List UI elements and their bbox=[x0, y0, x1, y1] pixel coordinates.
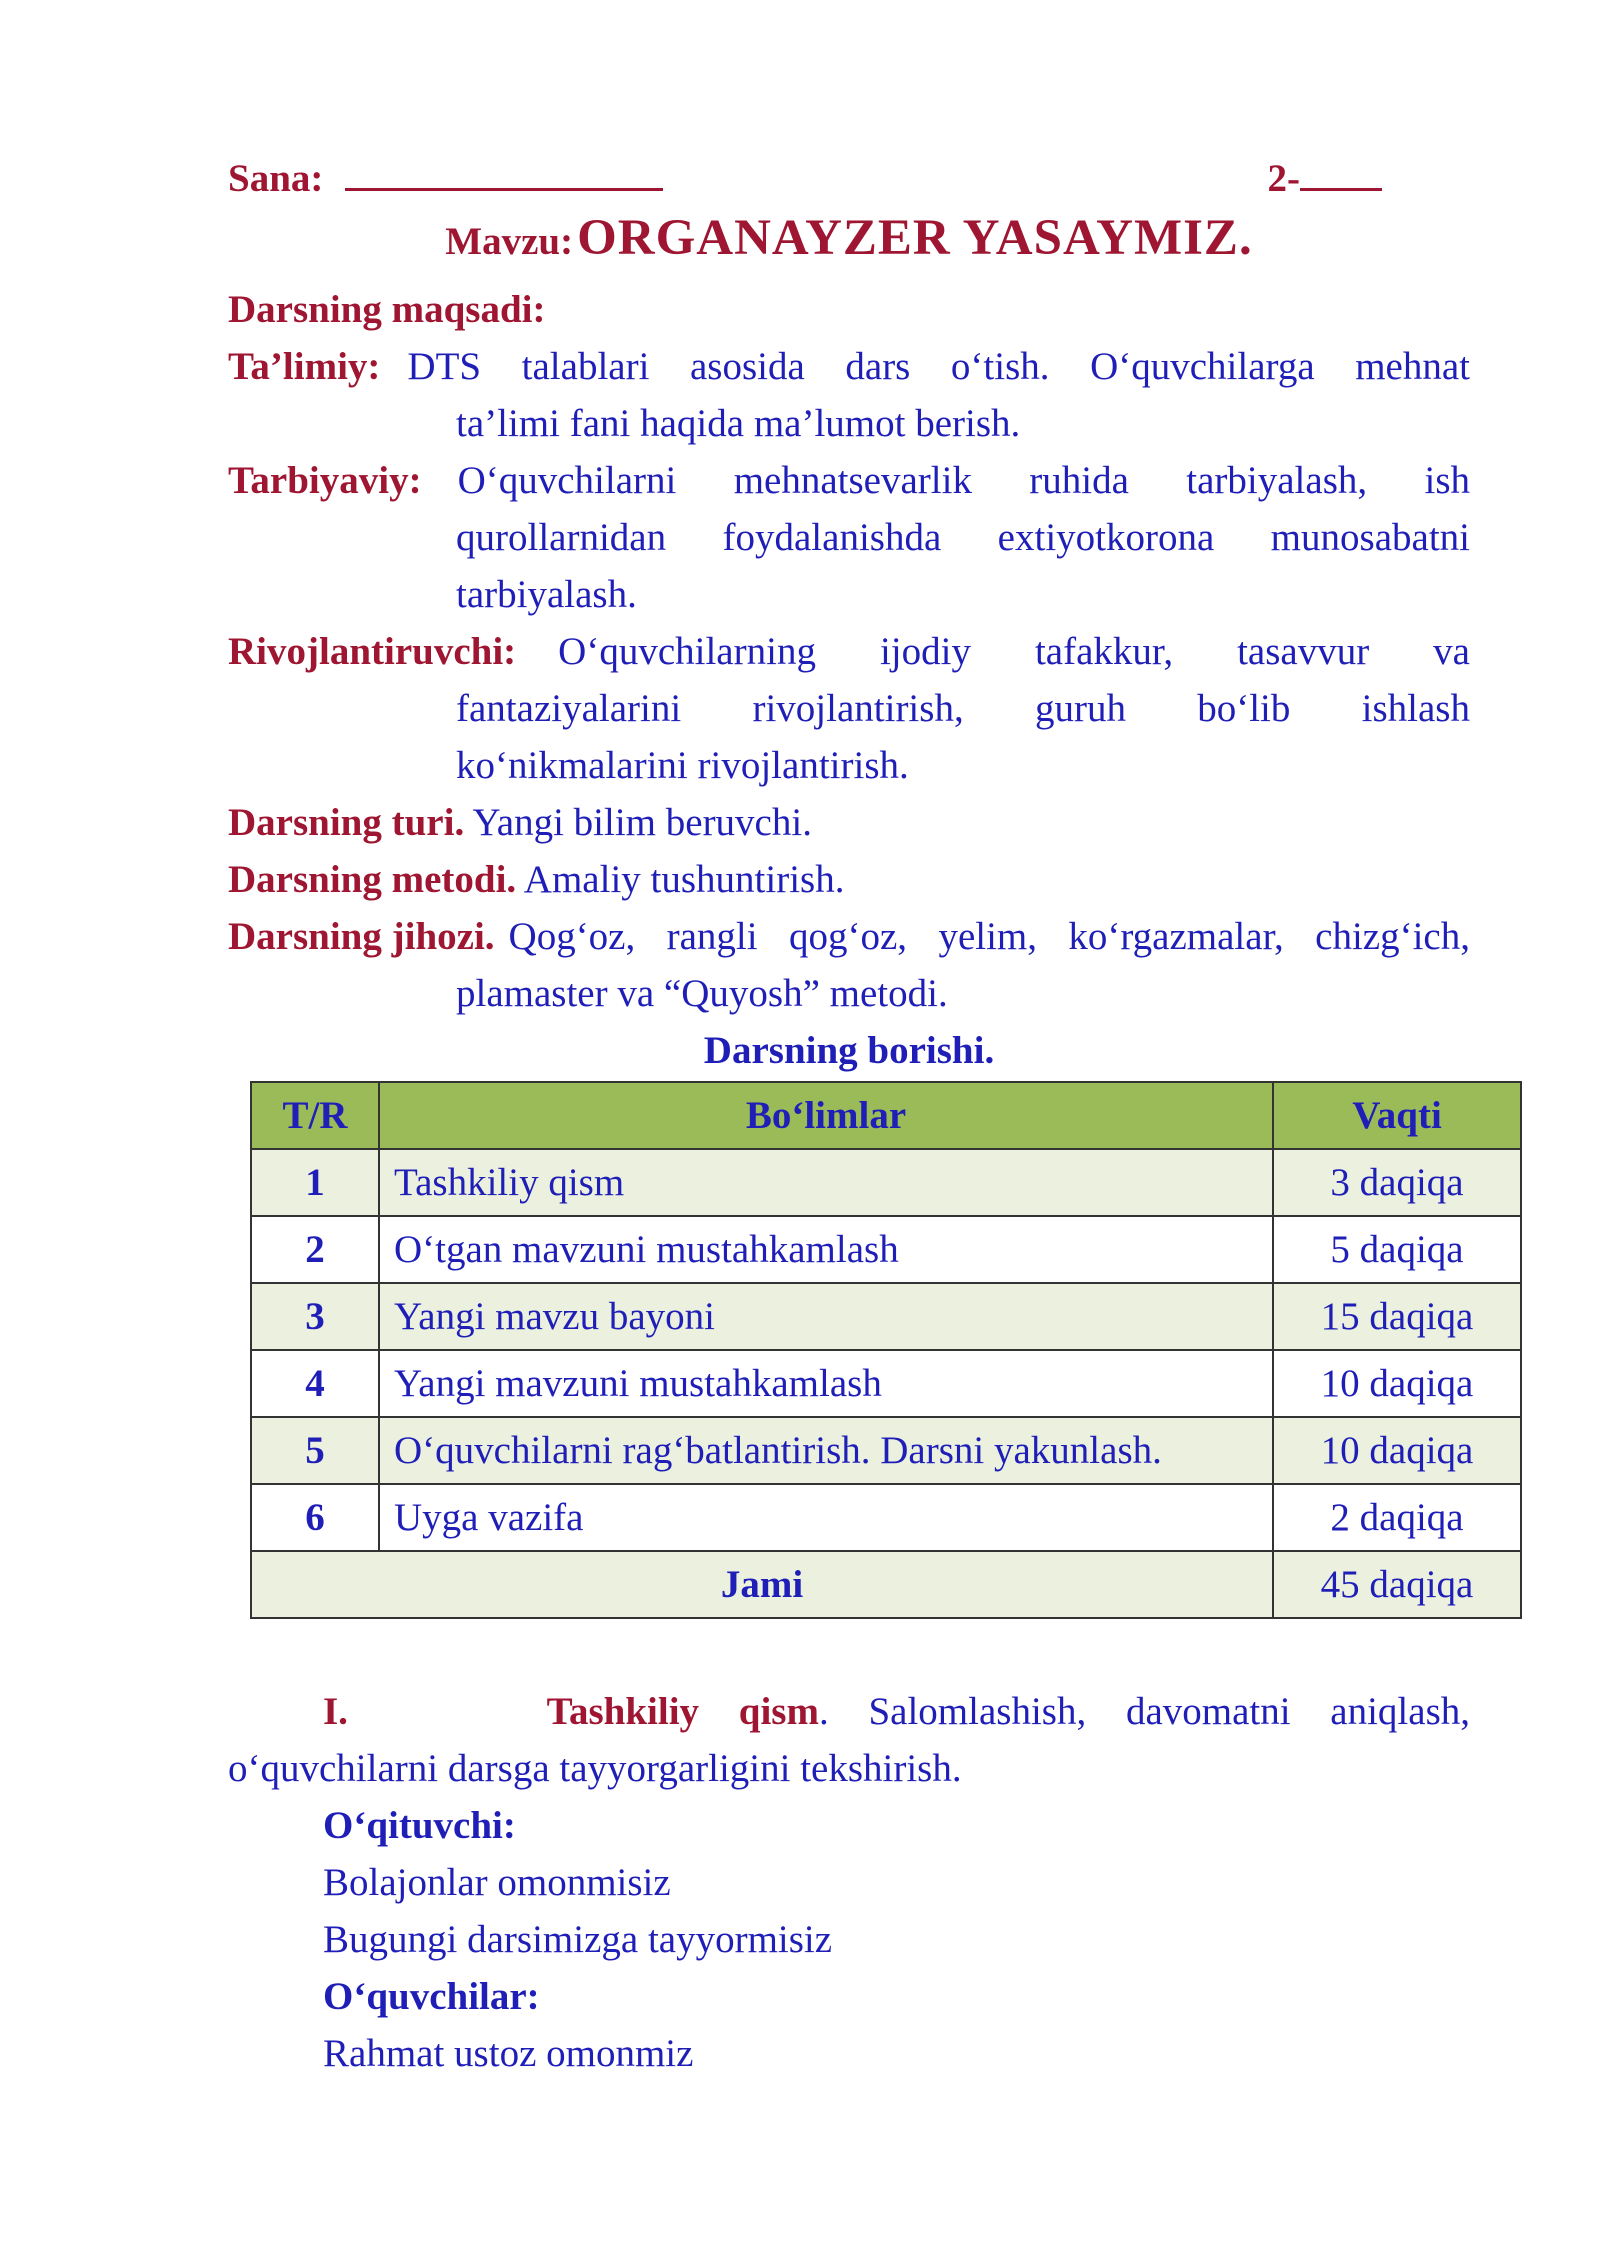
part-roman: I. bbox=[323, 1690, 348, 1733]
header-row bbox=[228, 150, 1470, 207]
goal-text: qurollarnidan foydalanishda extiyotkorona munosabatni bbox=[456, 516, 1470, 559]
lesson-plan-table bbox=[250, 1081, 1522, 1619]
date-label: Sana: bbox=[228, 157, 324, 200]
goal-developmental bbox=[228, 623, 1470, 794]
part-first-line bbox=[228, 1683, 1470, 1740]
lesson-equipment-label: Darsning jihozi. bbox=[228, 915, 495, 958]
goal-text: ko‘nikmalarini rivojlantirish. bbox=[456, 744, 909, 787]
goal-label: Tarbiyaviy: bbox=[228, 459, 422, 502]
row-time: 5 daqiqa bbox=[1273, 1216, 1521, 1283]
row-section: Yangi mavzuni mustahkamlash bbox=[379, 1350, 1273, 1417]
page-title bbox=[228, 207, 1470, 281]
row-section: O‘quvchilarni rag‘batlantirish. Darsni yakunlash. bbox=[379, 1417, 1273, 1484]
header-cell: T/R bbox=[251, 1082, 379, 1149]
row-section: Uyga vazifa bbox=[379, 1484, 1273, 1551]
table-total-row bbox=[251, 1551, 1521, 1618]
lesson-type bbox=[228, 794, 1470, 851]
goal-text: tarbiyalash. bbox=[456, 573, 637, 616]
lesson-method-label: Darsning metodi. bbox=[228, 858, 517, 901]
goal-text: DTS talablari asosida dars o‘tish. O‘quvchilarga mehnat bbox=[407, 345, 1470, 388]
part-text: o‘quvchilarni darsga tayyorgarligini tekshirish. bbox=[228, 1747, 962, 1790]
row-number: 6 bbox=[251, 1484, 379, 1551]
table-header-row bbox=[251, 1082, 1521, 1149]
goal-text: ta’limi fani haqida ma’lumot berish. bbox=[456, 402, 1021, 445]
header-cell: Bo‘limlar bbox=[379, 1082, 1273, 1149]
goal-educational bbox=[228, 338, 1470, 452]
lesson-number-field bbox=[1268, 150, 1383, 207]
lesson-type-value: Yangi bilim beruvchi. bbox=[472, 801, 812, 844]
table-row bbox=[251, 1216, 1521, 1283]
goal-text: O‘quvchilarni mehnatsevarlik ruhida tarbiyalash, ish bbox=[457, 459, 1470, 502]
goal-upbringing bbox=[228, 452, 1470, 623]
table-row bbox=[251, 1283, 1521, 1350]
goal-text: fantaziyalarini rivojlantirish, guruh bo‘lib ishlash bbox=[456, 687, 1470, 730]
total-time: 45 daqiqa bbox=[1273, 1551, 1521, 1618]
lesson-equipment-value: plamaster va “Quyosh” metodi. bbox=[456, 972, 948, 1015]
header-cell: Vaqti bbox=[1273, 1082, 1521, 1149]
table-row bbox=[251, 1484, 1521, 1551]
document-page bbox=[228, 150, 1474, 2082]
title-topic: ORGANAYZER YASAYMIZ. bbox=[577, 210, 1253, 266]
goal-label: Ta’limiy: bbox=[228, 345, 381, 388]
progress-heading: Darsning borishi. bbox=[703, 1029, 995, 1072]
date-blank bbox=[345, 158, 663, 191]
students-line: Rahmat ustoz omonmiz bbox=[323, 2032, 694, 2075]
goal-label: Rivojlantiruvchi: bbox=[228, 630, 517, 673]
part-heading: Tashkiliy qism bbox=[546, 1690, 819, 1733]
date-field bbox=[228, 150, 663, 207]
table-row bbox=[251, 1149, 1521, 1216]
row-time: 3 daqiqa bbox=[1273, 1149, 1521, 1216]
row-section: Yangi mavzu bayoni bbox=[379, 1283, 1273, 1350]
lesson-method bbox=[228, 851, 1470, 908]
part-text: . Salomlashish, davomatni aniqlash, bbox=[818, 1690, 1471, 1733]
lesson-equipment-value: Qog‘oz, rangli qog‘oz, yelim, ko‘rgazmalar, chizg‘ich, bbox=[508, 915, 1470, 958]
part-organizational bbox=[228, 1683, 1470, 1797]
lesson-number: 2- bbox=[1267, 157, 1300, 200]
row-number: 1 bbox=[251, 1149, 379, 1216]
row-number: 4 bbox=[251, 1350, 379, 1417]
total-label: Jami bbox=[251, 1551, 1273, 1618]
teacher-line: Bugungi darsimizga tayyormisiz bbox=[323, 1918, 833, 1961]
goal-text: O‘quvchilarning ijodiy tafakkur, tasavvur va bbox=[558, 630, 1470, 673]
teacher-label: O‘qituvchi: bbox=[323, 1804, 516, 1847]
table-row bbox=[251, 1417, 1521, 1484]
row-number: 3 bbox=[251, 1283, 379, 1350]
lesson-method-value: Amaliy tushuntirish. bbox=[523, 858, 845, 901]
table-row bbox=[251, 1350, 1521, 1417]
row-time: 15 daqiqa bbox=[1273, 1283, 1521, 1350]
lesson-equipment bbox=[228, 908, 1470, 1022]
row-section: Tashkiliy qism bbox=[379, 1149, 1273, 1216]
teacher-line: Bolajonlar omonmisiz bbox=[323, 1861, 671, 1904]
goals-heading: Darsning maqsadi: bbox=[228, 288, 546, 331]
lesson-number-blank bbox=[1300, 158, 1382, 191]
row-time: 10 daqiqa bbox=[1273, 1417, 1521, 1484]
title-prefix: Mavzu: bbox=[445, 220, 574, 263]
lesson-type-label: Darsning turi. bbox=[228, 801, 465, 844]
row-section: O‘tgan mavzuni mustahkamlash bbox=[379, 1216, 1273, 1283]
row-number: 2 bbox=[251, 1216, 379, 1283]
row-time: 2 daqiqa bbox=[1273, 1484, 1521, 1551]
students-label: O‘quvchilar: bbox=[323, 1975, 540, 2018]
row-number: 5 bbox=[251, 1417, 379, 1484]
row-time: 10 daqiqa bbox=[1273, 1350, 1521, 1417]
